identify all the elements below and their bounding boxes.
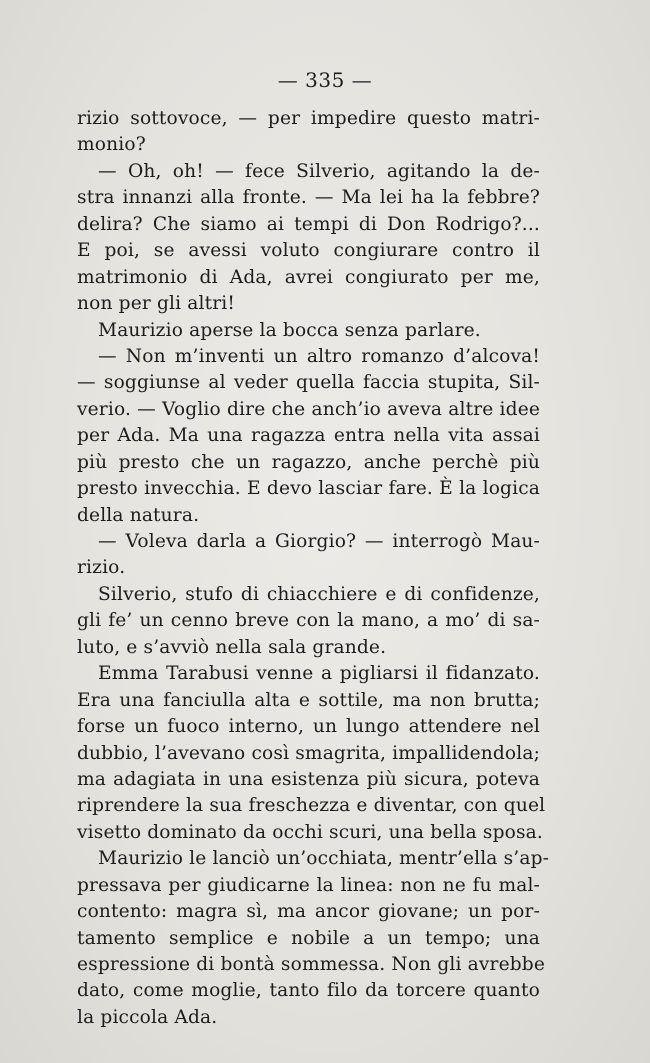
text-line: gli fe’ un cenno breve con la mano, a mo’ di sa-	[77, 610, 540, 632]
text-line: Maurizio le lanciò un’occhiata, mentr’ella s’ap-	[98, 848, 550, 870]
text-line: dato, come moglie, tanto filo da torcere quanto	[77, 980, 540, 1002]
text-line: presto invecchia. E devo lasciar fare. È la logica	[77, 478, 540, 500]
text-line: pressava per giudicarne la linea: non ne fu mal-	[77, 874, 540, 896]
text-line: — Voleva darla a Giorgio? — interrogò Mau-	[98, 531, 540, 552]
text-line: la piccola Ada.	[77, 1006, 218, 1028]
text-line: luto, e s’avviò nella sala grande.	[77, 636, 387, 658]
text-line: monio?	[77, 134, 146, 156]
text-line: Silverio, stufo di chiacchiere e di confidenze,	[98, 583, 540, 605]
text-line: verio. — Voglio dire che anch’io aveva altre idee	[77, 398, 540, 420]
text-line: riprendere la sua freschezza e diventar, con quel	[77, 795, 546, 817]
text-line: tamento semplice e nobile a un tempo; una	[77, 927, 540, 949]
text-line: per Ada. Ma una ragazza entra nella vita assai	[77, 425, 540, 447]
text-line: Maurizio aperse la bocca senza parlare.	[98, 319, 481, 341]
text-line: dubbio, l’avevano così smagrita, impallidendola;	[77, 742, 541, 764]
text-line: visetto dominato da occhi scuri, una bella sposa.	[77, 821, 543, 843]
text-line: — Non m’inventi un altro romanzo d’alcova!	[98, 345, 540, 367]
text-line: Emma Tarabusi venne a pigliarsi il fidanzato.	[98, 663, 540, 685]
body-text	[77, 106, 550, 1031]
text-line: non per gli altri!	[77, 293, 235, 315]
page-number: — 335 —	[277, 68, 373, 92]
text-line: rizio.	[77, 557, 126, 579]
text-line: della natura.	[77, 504, 200, 526]
text-line: contento: magra sì, ma ancor giovane; un por-	[77, 901, 540, 923]
text-line: Era una fanciulla alta e sottile, ma non brutta;	[77, 689, 540, 711]
text-line: rizio sottovoce, — per impedire questo matri-	[77, 108, 540, 129]
text-line: E poi, se avessi voluto congiurare contro il	[77, 240, 540, 262]
text-line: matrimonio di Ada, avrei congiurato per me,	[77, 266, 540, 288]
text-line: forse un fuoco interno, un lungo attendere nel	[77, 716, 540, 738]
text-line: — Oh, oh! — fece Silverio, agitando la de-	[98, 160, 540, 182]
text-line: stra innanzi alla fronte. — Ma lei ha la febbre?	[77, 187, 540, 209]
text-line: — soggiunse al veder quella faccia stupita, Sil-	[77, 372, 540, 394]
text-line: delira? Che siamo ai tempi di Don Rodrigo?...	[77, 213, 540, 235]
text-line: più presto che un ragazzo, anche perchè più	[77, 451, 540, 473]
text-line: ma adagiata in una esistenza più sicura, poteva	[77, 768, 540, 790]
text-line: espressione di bontà sommessa. Non gli avrebbe	[77, 954, 545, 975]
